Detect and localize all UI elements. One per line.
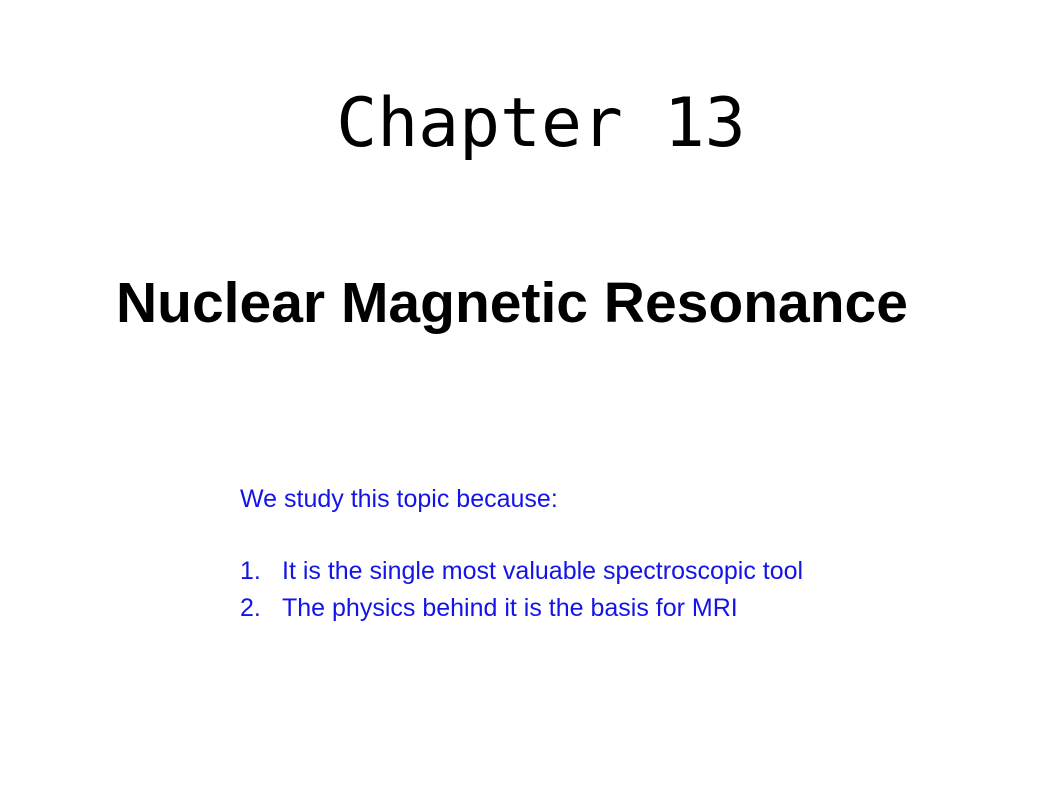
- list-item-text: It is the single most valuable spectroscopic tool: [282, 557, 804, 585]
- list-item-number: 1.: [240, 557, 261, 585]
- list-item-text: The physics behind it is the basis for MRI: [282, 594, 738, 622]
- list-item-number: 2.: [240, 594, 261, 622]
- slide-title: Nuclear Magnetic Resonance: [116, 271, 908, 335]
- intro-text: We study this topic because:: [240, 485, 558, 513]
- reasons-list: [240, 553, 803, 627]
- slide-body: [240, 481, 803, 627]
- list-item: [240, 553, 803, 590]
- list-item: [240, 590, 803, 627]
- chapter-heading: Chapter 13: [336, 84, 746, 163]
